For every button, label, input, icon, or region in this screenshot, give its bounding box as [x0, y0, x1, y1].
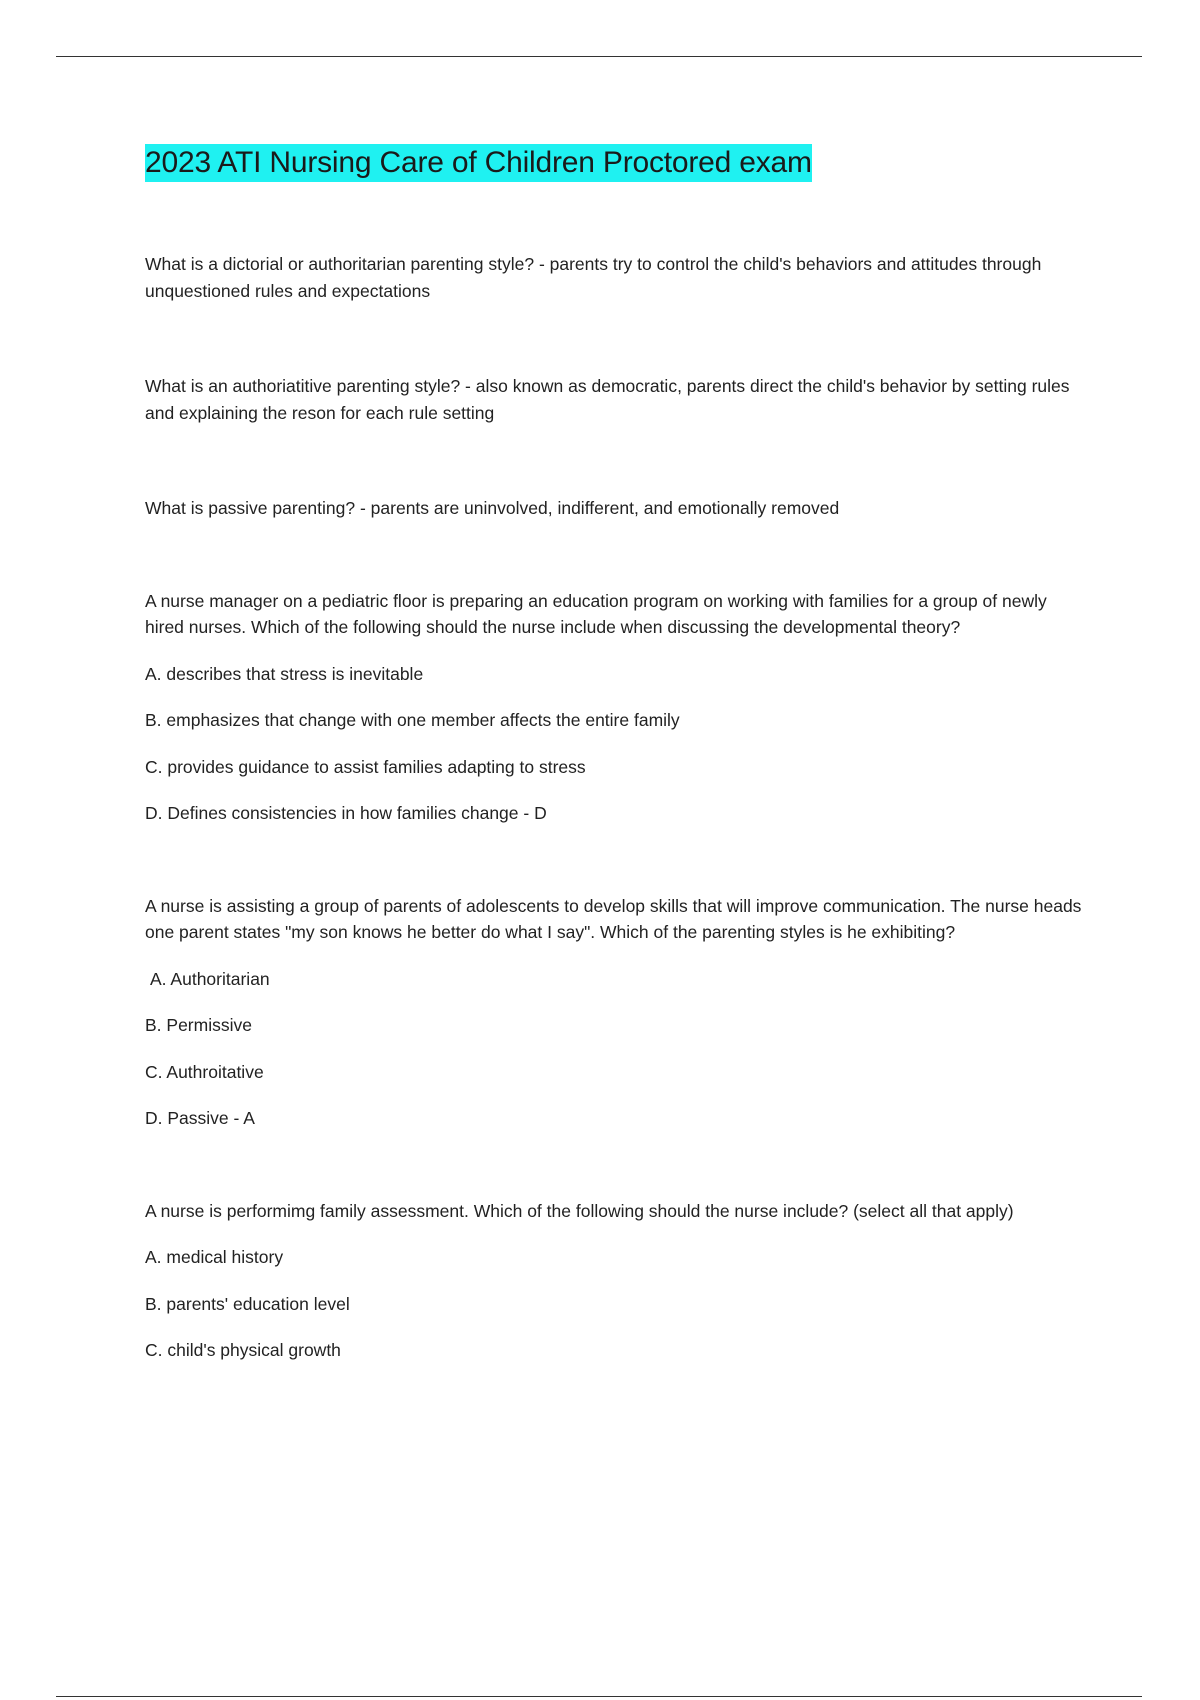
question-1: What is a dictorial or authoritarian parenting style? - parents try to control the child's behaviors and attitudes through unquestioned rules and expectations	[145, 254, 1042, 301]
question-3: What is passive parenting? - parents are uninvolved, indifferent, and emotionally removed	[145, 498, 840, 518]
question-6: A nurse is performimg family assessment. Which of the following should the nurse include? (select all that apply)	[145, 1200, 1014, 1221]
question-4: A nurse manager on a pediatric floor is preparing an education program on working with families for a group of newly hired nurses. Which of the following should the nurse include when discussing the developmental theory?	[145, 590, 1047, 637]
page-top-rule	[56, 56, 1142, 57]
question-6-option-c: C. child's physical growth	[145, 1340, 341, 1360]
question-6-option-b: B. parents' education level	[145, 1293, 350, 1314]
question-2: What is an authoriatitive parenting style? - also known as democratic, parents direct the child's behavior by setting rules and explaining the reson for each rule setting	[145, 376, 1070, 423]
question-6-option-a: A. medical history	[145, 1247, 284, 1267]
question-5-option-a: A. Authoritarian	[150, 968, 270, 989]
question-5-option-b: B. Permissive	[145, 1015, 252, 1035]
question-5: A nurse is assisting a group of parents of adolescents to develop skills that will improve communication. The nurse heads one parent states "my son knows he better do what I say". Which of the parenting styles is he exhibiting?	[145, 895, 1082, 942]
question-4-option-c: C. provides guidance to assist families adapting to stress	[145, 756, 586, 777]
question-4-option-a: A. describes that stress is inevitable	[145, 663, 424, 684]
question-5-option-d: D. Passive - A	[145, 1108, 255, 1128]
page-bottom-rule	[56, 1696, 1142, 1697]
question-4-option-d: D. Defines consistencies in how families change - D	[145, 803, 547, 823]
document-body	[145, 144, 1090, 1364]
question-4-option-b: B. emphasizes that change with one member affects the entire family	[145, 710, 680, 730]
question-5-option-c: C. Authroitative	[145, 1061, 264, 1082]
document-title: 2023 ATI Nursing Care of Children Proctored exam	[145, 144, 812, 182]
